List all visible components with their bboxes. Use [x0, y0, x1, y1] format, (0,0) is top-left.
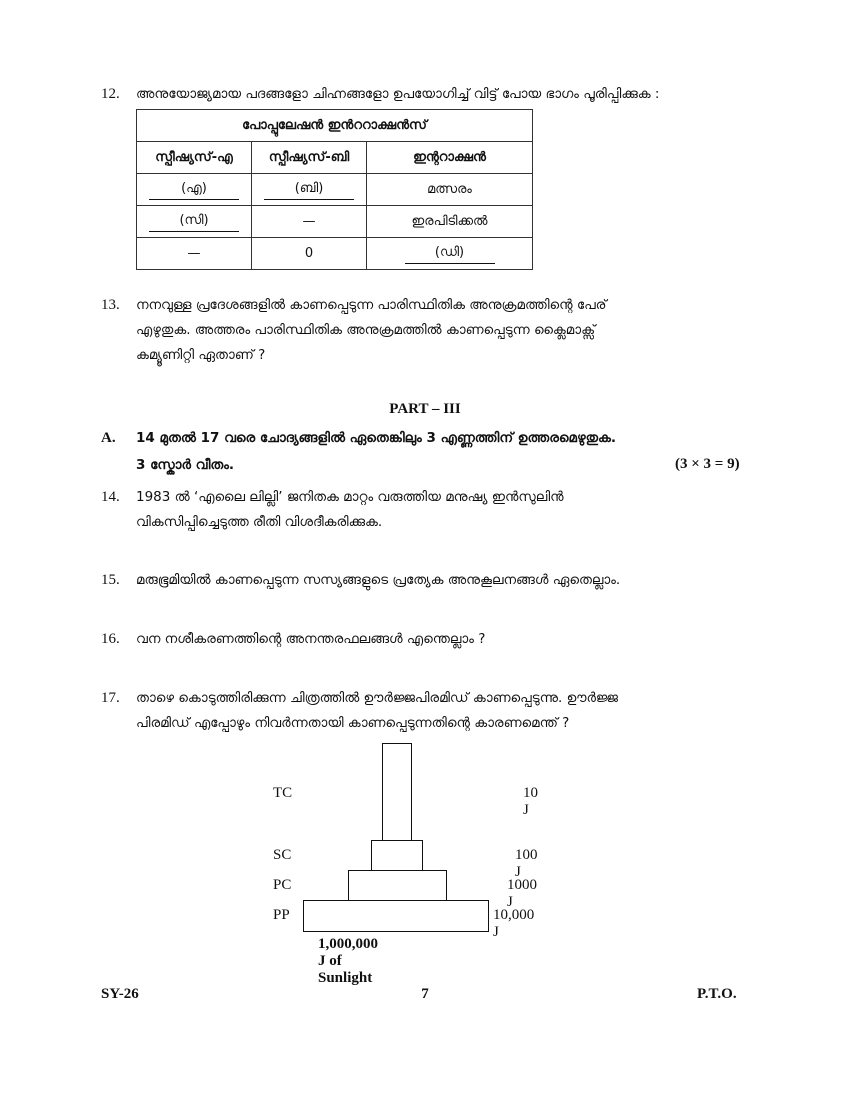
- level-energy-label: 1000 J: [507, 877, 537, 910]
- level-name-label: PC: [273, 877, 292, 893]
- blank-answer: (സി): [149, 211, 239, 232]
- question-number: 17.: [101, 690, 120, 706]
- paper-code: SY-26: [101, 986, 139, 1002]
- table-cell: ഇരപിടിക്കൽ: [367, 206, 533, 238]
- please-turn-over: P.T.O.: [697, 986, 737, 1002]
- level-energy-label: 10 J: [523, 785, 538, 818]
- question-line: നനവുള്ള പ്രദേശങ്ങളിൽ കാണപ്പെടുന്ന പാരിസ്ഥിതിക അനുക്രമത്തിന്റെ പേര്: [136, 297, 607, 313]
- blank-answer: (ബി): [264, 179, 354, 200]
- level-name-label: TC: [273, 785, 293, 801]
- table-cell: മത്സരം: [367, 174, 533, 206]
- table-row: [137, 174, 533, 206]
- blank-answer: (ഡി): [405, 243, 495, 264]
- table-row: [137, 238, 533, 270]
- question-text: [136, 293, 728, 368]
- question-text: [136, 485, 564, 535]
- table-header-species-a: സ്പീഷ്യസ്-എ: [137, 142, 252, 174]
- question-line: 1983 ൽ ‘എലൈ ലില്ലി’ ജനിതക മാറ്റം വരുത്തിയ മനുഷ്യ ഇൻസുലിൻ: [136, 489, 564, 505]
- level-name-label: PP: [273, 907, 290, 923]
- level-energy-label: 100 J: [515, 847, 538, 880]
- question-line: കമ്യൂണിറ്റി ഏതാണ് ?: [136, 347, 266, 363]
- question-text: [136, 686, 618, 736]
- table-header-species-b: സ്പീഷ്യസ്-ബി: [252, 142, 367, 174]
- part-heading: PART – III: [389, 401, 461, 417]
- question-line: എഴുതുക. അത്തരം പാരിസ്ഥിതിക അനുക്രമത്തിൽ കാണപ്പെടുന്ന ക്ലൈമാക്സ്: [136, 322, 596, 338]
- section-label: A.: [101, 430, 116, 446]
- question-line: വികസിപ്പിച്ചെടുത്ത രീതി വിശദീകരിക്കുക.: [136, 514, 383, 530]
- table-cell: —: [252, 206, 367, 238]
- question-number: 14.: [101, 489, 120, 505]
- table-cell: 0: [252, 238, 367, 270]
- section-score-note: 3 സ്കോർ വീതം.: [136, 457, 235, 473]
- population-interactions-table: [136, 109, 533, 270]
- question-text: അനുയോജ്യമായ പദങ്ങളോ ചിഹ്നങ്ങളോ ഉപയോഗിച്ച് വിട്ട് പോയ ഭാഗം പൂരിപ്പിക്കുക :: [136, 86, 660, 102]
- level-name-label: SC: [273, 847, 292, 863]
- table-header-interaction: ഇന്ററാക്ഷൻ: [367, 142, 533, 174]
- table-title: പോപ്പുലേഷൻ ഇൻററാക്ഷൻസ്: [137, 110, 533, 142]
- question-text: വന നശീകരണത്തിന്റെ അനന്തരഫലങ്ങൾ എന്തെല്ലാം ?: [136, 631, 486, 647]
- pyramid-level-tc: [382, 743, 412, 841]
- question-number: 16.: [101, 631, 120, 647]
- question-line: പിരമിഡ് എപ്പോഴും നിവർന്നതായി കാണപ്പെടുന്നതിന്റെ കാരണമെന്ത് ?: [136, 715, 570, 731]
- level-energy-label: 10,000 J: [493, 907, 535, 940]
- blank-answer: (എ): [149, 179, 239, 200]
- section-instruction: 14 മുതൽ 17 വരെ ചോദ്യങ്ങളിൽ ഏതെങ്കിലും 3 എണ്ണത്തിന് ഉത്തരമെഴുതുക.: [136, 430, 617, 446]
- question-number: 13.: [101, 297, 120, 313]
- question-number: 12.: [101, 86, 120, 102]
- table-row: [137, 206, 533, 238]
- table-cell: —: [137, 238, 252, 270]
- pyramid-caption: 1,000,000 J of Sunlight: [318, 936, 378, 986]
- question-text: മരുഭൂമിയിൽ കാണപ്പെടുന്ന സസ്യങ്ങളുടെ പ്രത്യേക അനുകൂലനങ്ങൾ ഏതെല്ലാം.: [136, 572, 621, 588]
- question-number: 15.: [101, 572, 120, 588]
- pyramid-level-pp: [303, 900, 489, 932]
- page-number: 7: [421, 986, 429, 1002]
- question-line: താഴെ കൊടുത്തിരിക്കുന്ന ചിത്രത്തിൽ ഊർജ്ജപിരമിഡ് കാണപ്പെടുന്നു. ഊർജ്ജ: [136, 690, 618, 706]
- pyramid-level-sc: [371, 840, 423, 872]
- pyramid-level-pc: [348, 870, 447, 902]
- section-marks: (3 × 3 = 9): [675, 456, 740, 472]
